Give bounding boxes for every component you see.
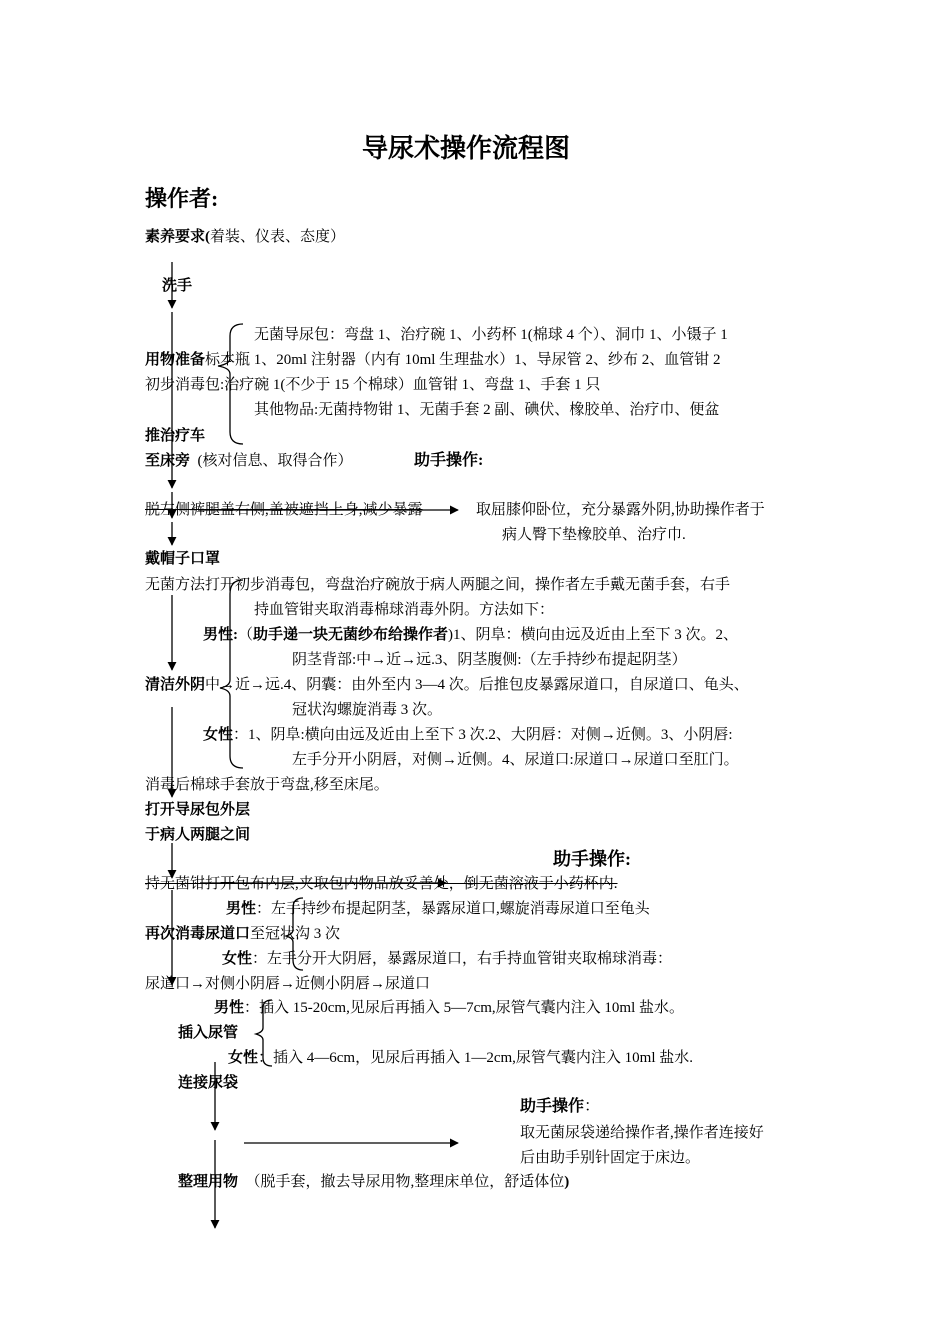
clean-female-text-2: 左手分开小阴唇，对侧→近侧。4、尿道口:尿道口→尿道口至肛门。 (292, 752, 739, 768)
insert-female-row (228, 1048, 693, 1068)
supplies-other: 其他物品:无菌持物钳 1、无菌手套 2 副、碘伏、橡胶单、治疗巾、便盆 (254, 402, 720, 418)
redisinfect-male-text-2: 至冠状沟 3 次 (250, 926, 341, 942)
supplies-row (145, 350, 720, 370)
step-cap-mask: 戴帽子口罩 (145, 551, 221, 567)
assistant-3-colon: ： (584, 1098, 601, 1115)
insert-male-text: ：插入 15-20cm,见尿后再插入 5—7cm,尿管气囊内注入 10ml 盐水。 (244, 1000, 684, 1016)
bedside-detail: (核对信息、取得合作） (197, 453, 353, 469)
quality-detail: 着装、仪表、态度） (210, 229, 346, 245)
clean-male-paren: （ (238, 627, 254, 643)
clean-male-row-3 (145, 675, 749, 695)
quality-label: 素养要求( (145, 229, 210, 245)
clean-intro-1: 无菌方法打开初步消毒包，弯盘治疗碗放于病人两腿之间，操作者左手戴无菌手套，右手 (145, 577, 731, 593)
step-wash-hands: 洗手 (162, 278, 193, 294)
clean-after: 消毒后棉球手套放于弯盘,移至床尾。 (145, 777, 389, 793)
tidy-close: ) (564, 1174, 570, 1190)
page-title: 导尿术操作流程图 (362, 134, 571, 163)
assistant-1-line2: 病人臀下垫橡胶单、治疗巾. (502, 527, 686, 543)
clean-male-text-1: )1、阴阜：横向由远及近由上至下 3 次。2、 (448, 627, 739, 643)
clean-male-text-4: 冠状沟螺旋消毒 3 次。 (292, 702, 443, 718)
step-insert-label: 插入尿管 (178, 1025, 239, 1041)
step-open-pack-1: 打开导尿包外层 (145, 802, 251, 818)
bedside-label: 至床旁 (145, 453, 191, 469)
step-redisinfect-label: 再次消毒尿道口 (145, 926, 251, 942)
sterile-forceps-text: 持无菌钳打开包布内层,夹取包内物品放妥善处，倒无菌溶液于小药杯内. (145, 876, 618, 892)
step-open-pack-2: 于病人两腿之间 (145, 827, 251, 843)
assistant-heading-3 (520, 1097, 600, 1117)
assistant-heading-1: 助手操作: (414, 452, 484, 469)
redisinfect-male-label: 男性 (226, 901, 257, 917)
clean-male-label: 男性: (203, 627, 238, 643)
clean-female-text-1: ：1、阴阜:横向由远及近由上至下 3 次.2、大阴唇：对侧→近侧。3、小阴唇: (233, 727, 733, 743)
redisinfect-male-row (226, 899, 650, 919)
supplies-sterile-kit-cont: 标本瓶 1、20ml 注射器（内有 10ml 生理盐水）1、导尿管 2、纱布 2、血管钳 2 (205, 352, 721, 368)
clean-female-label: 女性 (203, 727, 234, 743)
redisinfect-female-row (222, 949, 672, 969)
assistant-3-label: 助手操作 (520, 1098, 585, 1115)
operator-heading: 操作者: (145, 186, 219, 211)
clean-intro-2: 持血管钳夹取消毒棉球消毒外阴。方法如下： (254, 602, 555, 618)
supplies-sterile-kit: 无菌导尿包：弯盘 1、治疗碗 1、小药杯 1(棉球 4 个）、洞巾 1、小镊子 1 (254, 327, 728, 343)
assistant-heading-2: 助手操作: (553, 849, 631, 869)
clean-male-assist: 助手递一块无菌纱布给操作者 (253, 627, 449, 643)
tidy-detail: （脱手套，撤去导尿用物,整理床单位，舒适体位 (245, 1174, 565, 1190)
redisinfect-row (145, 924, 340, 944)
redisinfect-male-text: ：左手持纱布提起阴茎，暴露尿道口,螺旋消毒尿道口至龟头 (256, 901, 650, 917)
clean-male-row-1 (203, 625, 738, 645)
redisinfect-female-text-2: 尿道口→对侧小阴唇→近侧小阴唇→尿道口 (145, 976, 431, 992)
step-push-cart: 推治疗车 (145, 428, 206, 444)
assistant-1-line1: 取屈膝仰卧位，充分暴露外阴,协助操作者于 (476, 502, 765, 518)
redisinfect-female-label: 女性 (222, 951, 253, 967)
step-clean-label: 清洁外阴 (145, 677, 206, 693)
assistant-3-line2: 后由助手别针固定于床边。 (520, 1150, 701, 1166)
clean-female-row-1 (203, 725, 733, 745)
clean-male-text-2: 阴茎背部:中→近→远.3、阴茎腹侧:（左手持纱布提起阴茎） (292, 652, 687, 668)
insert-female-text: ：插入 4—6cm，见尿后再插入 1—2cm,尿管气囊内注入 10ml 盐水. (258, 1050, 694, 1066)
step-tidy (178, 1172, 569, 1192)
insert-male-row (214, 998, 684, 1018)
tidy-label: 整理用物 (178, 1174, 239, 1190)
assistant-3-line1: 取无菌尿袋递给操作者,操作者连接好 (520, 1125, 764, 1141)
step-undress: 脱左侧裤腿盖右侧,盖被遮挡上身,减少暴露 (145, 502, 423, 518)
step-bedside (145, 451, 353, 471)
step-supplies-label: 用物准备 (145, 352, 206, 368)
quality-requirements (145, 227, 345, 247)
insert-male-label: 男性 (214, 1000, 245, 1016)
redisinfect-female-text: ：左手分开大阴唇，暴露尿道口，右手持血管钳夹取棉球消毒： (252, 951, 673, 967)
supplies-initial-kit: 初步消毒包:治疗碗 1(不少于 15 个棉球）血管钳 1、弯盘 1、手套 1 只 (145, 377, 601, 393)
step-connect-bag: 连接尿袋 (178, 1075, 239, 1091)
insert-female-label: 女性 (228, 1050, 259, 1066)
clean-male-text-3: 中→近→远.4、阴囊：由外至内 3—4 次。后推包皮暴露尿道口，自尿道口、龟头、 (205, 677, 749, 693)
